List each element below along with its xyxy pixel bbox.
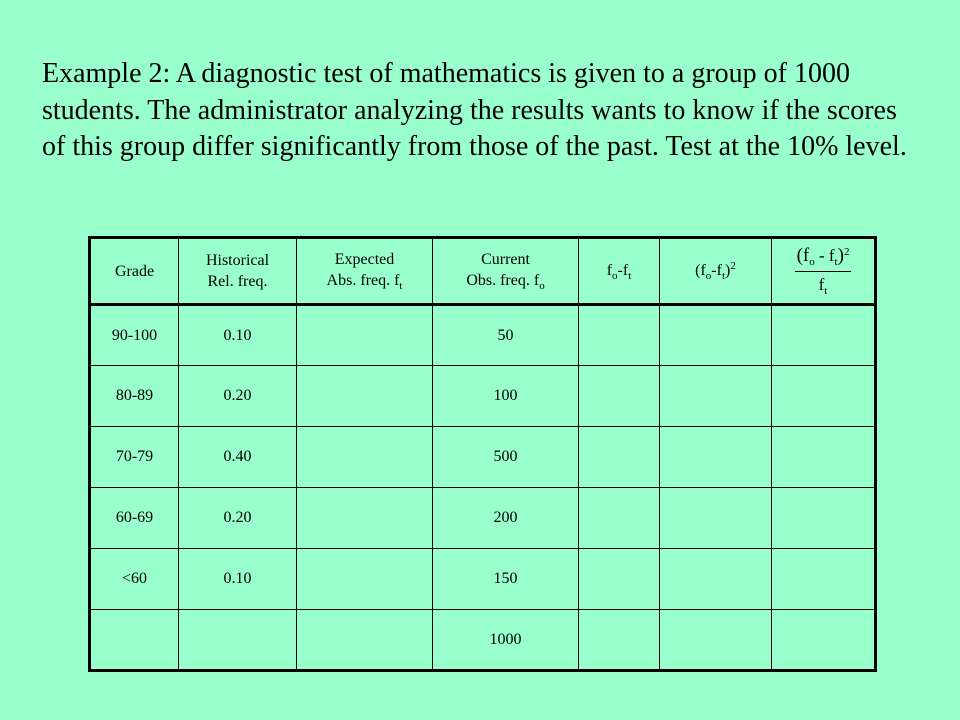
header-expected-line2: Abs. freq. f [326, 272, 400, 289]
cell-grade: 90-100 [90, 305, 179, 366]
header-historical [179, 238, 297, 305]
cell-current: 100 [433, 366, 579, 427]
cell-difference [579, 427, 660, 488]
frequency-table [88, 236, 877, 672]
cell-difference [579, 488, 660, 549]
cell-grade: <60 [90, 549, 179, 610]
cell-historical: 0.40 [179, 427, 297, 488]
cell-squared-difference [660, 488, 772, 549]
total-expected [297, 610, 433, 671]
cell-grade: 60-69 [90, 488, 179, 549]
header-grade: Grade [90, 238, 179, 305]
total-historical [179, 610, 297, 671]
chi-square-denominator: $f_t$ [818, 274, 828, 297]
cell-chi-square-term [772, 549, 876, 610]
cell-squared-difference [660, 366, 772, 427]
cell-historical: 0.10 [179, 549, 297, 610]
total-squared-difference [660, 610, 772, 671]
table-row [90, 488, 876, 549]
cell-chi-square-term [772, 366, 876, 427]
cell-chi-square-term [772, 488, 876, 549]
header-difference: $f_o-f_t$ [579, 238, 660, 305]
cell-historical: 0.20 [179, 488, 297, 549]
header-expected-sub: t [399, 280, 403, 292]
header-current-line2: Obs. freq. f [466, 272, 540, 289]
cell-squared-difference [660, 427, 772, 488]
cell-chi-square-term [772, 305, 876, 366]
header-squared-difference: $(f_o-f_t)^2$ [660, 238, 772, 305]
header-current [433, 238, 579, 305]
cell-expected [297, 427, 433, 488]
cell-expected [297, 549, 433, 610]
cell-current: 500 [433, 427, 579, 488]
total-grade [90, 610, 179, 671]
chi-square-fraction [795, 245, 852, 298]
problem-statement: Example 2: A diagnostic test of mathematics is given to a group of 1000 students. The administrator analyzing the results wants to know if the scores of this group differ significantly from those of the past. Test at the 10% level. [42, 58, 907, 162]
table-row [90, 305, 876, 366]
table-row [90, 366, 876, 427]
cell-expected [297, 366, 433, 427]
cell-historical: 0.10 [179, 305, 297, 366]
total-chi-square [772, 610, 876, 671]
header-historical-line1: Historical [205, 252, 270, 269]
total-row [90, 610, 876, 671]
cell-grade: 80-89 [90, 366, 179, 427]
cell-current: 150 [433, 549, 579, 610]
header-chi-square-term [772, 238, 876, 305]
header-current-sub: o [539, 280, 545, 292]
chi-square-numerator: $(f_o - f_t)^2$ [795, 245, 852, 272]
header-historical-line2: Rel. freq. [207, 273, 268, 290]
cell-current: 200 [433, 488, 579, 549]
table-row [90, 549, 876, 610]
cell-historical: 0.20 [179, 366, 297, 427]
total-current: 1000 [433, 610, 579, 671]
cell-chi-square-term [772, 427, 876, 488]
header-expected [297, 238, 433, 305]
cell-current: 50 [433, 305, 579, 366]
cell-expected [297, 488, 433, 549]
cell-difference [579, 549, 660, 610]
header-current-line1: Current [481, 251, 530, 268]
total-difference [579, 610, 660, 671]
table-row [90, 427, 876, 488]
cell-squared-difference [660, 549, 772, 610]
cell-grade: 70-79 [90, 427, 179, 488]
header-expected-line1: Expected [334, 251, 395, 268]
cell-squared-difference [660, 305, 772, 366]
cell-difference [579, 366, 660, 427]
cell-expected [297, 305, 433, 366]
cell-difference [579, 305, 660, 366]
header-row [90, 238, 876, 305]
